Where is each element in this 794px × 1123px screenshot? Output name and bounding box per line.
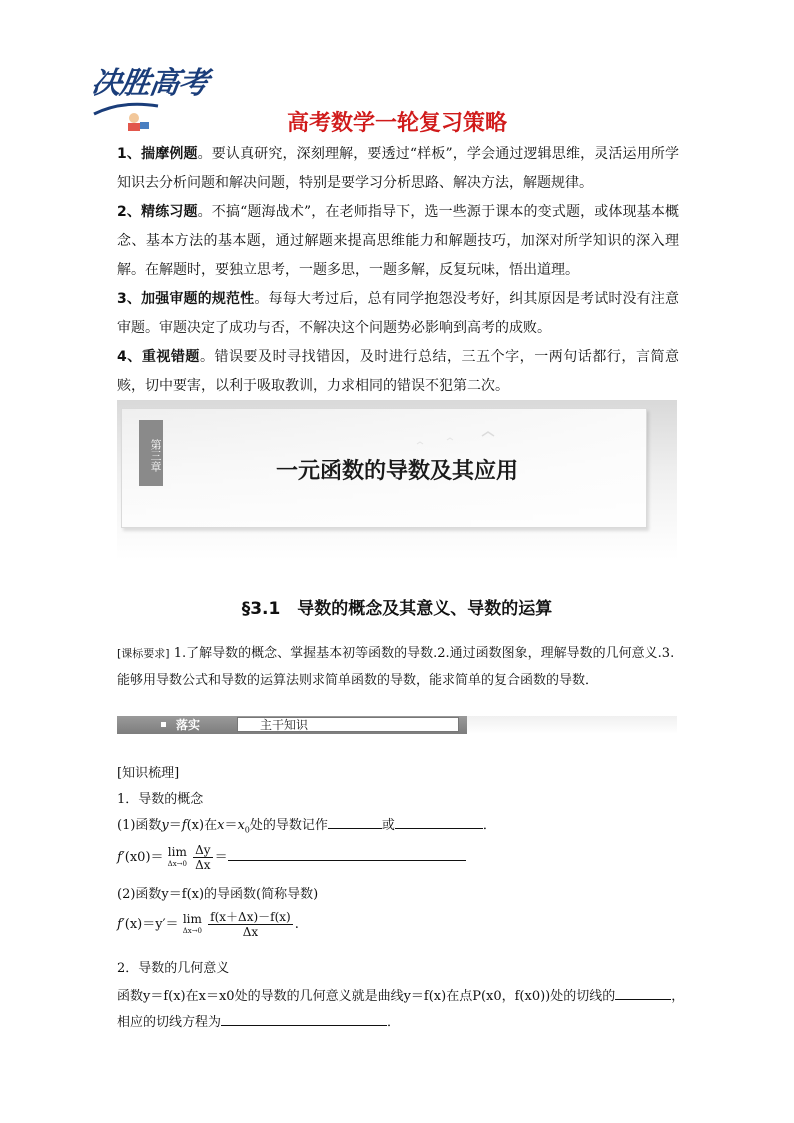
limit-symbol: lim Δx→0 [167,844,187,868]
fraction: $\frac{\Delta y}{\Delta x}$ [195,843,211,872]
chapter-title: 一元函数的导数及其应用 [275,459,518,484]
bar-right: 主干知识 [237,717,459,732]
standard-tag: [课标要求] [117,647,170,660]
fill-blank[interactable] [395,816,483,829]
item-2-title: 2．导数的几何意义 [117,961,230,976]
section-bar [117,716,677,734]
section-title: §3.1 导数的概念及其意义、导数的运算 [241,599,553,619]
bar-left: 落实 [117,716,235,734]
strategy-item-1: 1、揣摩例题。要认真研究，深刻理解，要透过“样板”，学会通过逻辑思维，灵活运用所学知识去分析问题和解决问题，特别是要学习分析思路、解决方法，解题规律。 [117,146,679,191]
logo-brand: 决胜高考 [89,66,210,101]
fill-blank[interactable] [328,816,382,829]
item-2-text-2: 相应的切线方程为 ． [117,1015,401,1030]
fill-blank[interactable] [221,1013,387,1026]
strategy-item-2: 2、精练习题。不搞“题海战术”，在老师指导下，选一些源于课本的变式题，或体现基本概念、基本方法的基本题，通过解题来提高思维能力和解题技巧，加深对所学知识的深入理解。在解题时，要独立思考，一题多思，一题多解，反复玩味，悟出道理。 [117,204,679,278]
item-2-text: 函数y＝f(x)在x＝x0处的导数的几何意义就是曲线y＝f(x)在点P(x0，f(x0))处的切线的 ， [117,989,685,1004]
item-1-title: 1．导数的概念 [117,792,204,807]
bar-tail [467,716,677,734]
chapter-tag: 第三章 [139,420,163,486]
limit-symbol: lim Δx→0 [182,911,203,935]
page-title: 高考数学一轮复习策略 [286,111,507,136]
fill-blank[interactable] [228,848,466,861]
curriculum-standard [117,640,679,694]
fill-blank[interactable] [615,987,671,1000]
fraction: $\frac{f(x+\Delta x)-f(x)}{\Delta x}$ [210,910,291,939]
item-1-2: (2)函数y＝f(x)的导函数(简称导数) [117,887,319,902]
item-1-1: (1)函数y＝f(x)在$x=x_0$处的导数记作 或 ． [117,818,496,835]
chapter-banner [117,400,677,560]
standard-text: 1.了解导数的概念、掌握基本初等函数的导数.2.通过函数图象，理解导数的几何意义.3.能够用导数公式和导数的运算法则求简单函数的导数，能求简单的复合函数的导数． [117,646,675,688]
formula-1: f′(x0)＝ lim Δx→0 $\frac{\Delta y}{\Delta x}$ ＝ [117,843,466,872]
formula-2: f′(x)＝y′＝ lim Δx→0 $\frac{f(x+\Delta x)-f(x)}{\Delta x}$ . [117,910,299,939]
square-icon [161,722,166,727]
knowledge-heading: [知识梳理] [117,766,180,781]
strategy-item-3: 3、加强审题的规范性。每每大考过后，总有同学抱怨没考好，纠其原因是考试时没有注意审题。审题决定了成功与否，不解决这个问题势必影响到高考的成败。 [117,291,680,336]
strategy-item-4: 4、重视错题。错误要及时寻找错因，及时进行总结，三五个字，一两句话都行，言简意赅，切中要害，以利于吸取教训，力求相同的错误不犯第二次。 [117,349,680,394]
